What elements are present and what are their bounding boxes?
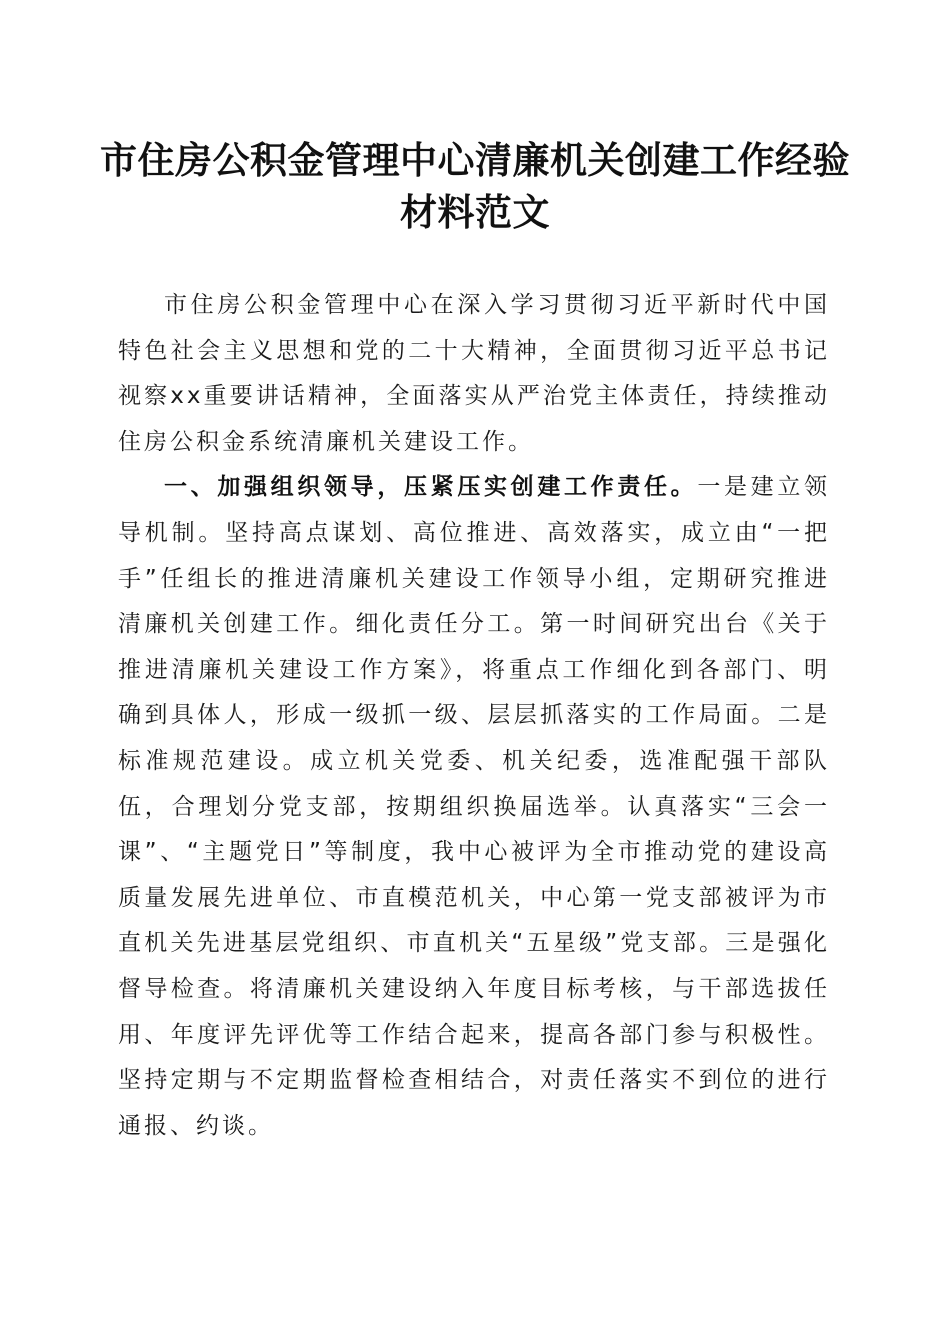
section-1-body: 一是建立领导机制。坚持高点谋划、高位推进、高效落实，成立由“一把手”任组长的推进清廉机关建设工作领导小组，定期研究推进清廉机关创建工作。细化责任分工。第一时间研究出台《关于推进清廉机关建设工作方案》，将重点工作细化到各部门、明确到具体人，形成一级抓一级、层层抓落实的工作局面。二是标准规范建设。成立机关党委、机关纪委，选准配强干部队伍，合理划分党支部，按期组织换届选举。认真落实“三会一课”、“主题党日”等制度，我中心被评为全市推动党的建设高质量发展先进单位、市直模范机关，中心第一党支部被评为市直机关先进基层党组织、市直机关“五星级”党支部。三是强化督导检查。将清廉机关建设纳入年度目标考核，与干部选拔任用、年度评先评优等工作结合起来，提高各部门参与积极性。坚持定期与不定期监督检查相结合，对责任落实不到位的进行通报、约谈。 <box>118 474 831 1139</box>
section-1-heading: 一、加强组织领导，压紧压实创建工作责任。 <box>164 474 698 501</box>
document-title: 市住房公积金管理中心清廉机关创建工作经验材料范文 <box>100 138 850 234</box>
document-body <box>118 283 830 1149</box>
section-1-paragraph <box>118 465 830 1149</box>
intro-paragraph: 市住房公积金管理中心在深入学习贯彻习近平新时代中国特色社会主义思想和党的二十大精神，全面贯彻习近平总书记视察xx重要讲话精神，全面落实从严治党主体责任，持续推动住房公积金系统清廉机关建设工作。 <box>118 292 830 455</box>
